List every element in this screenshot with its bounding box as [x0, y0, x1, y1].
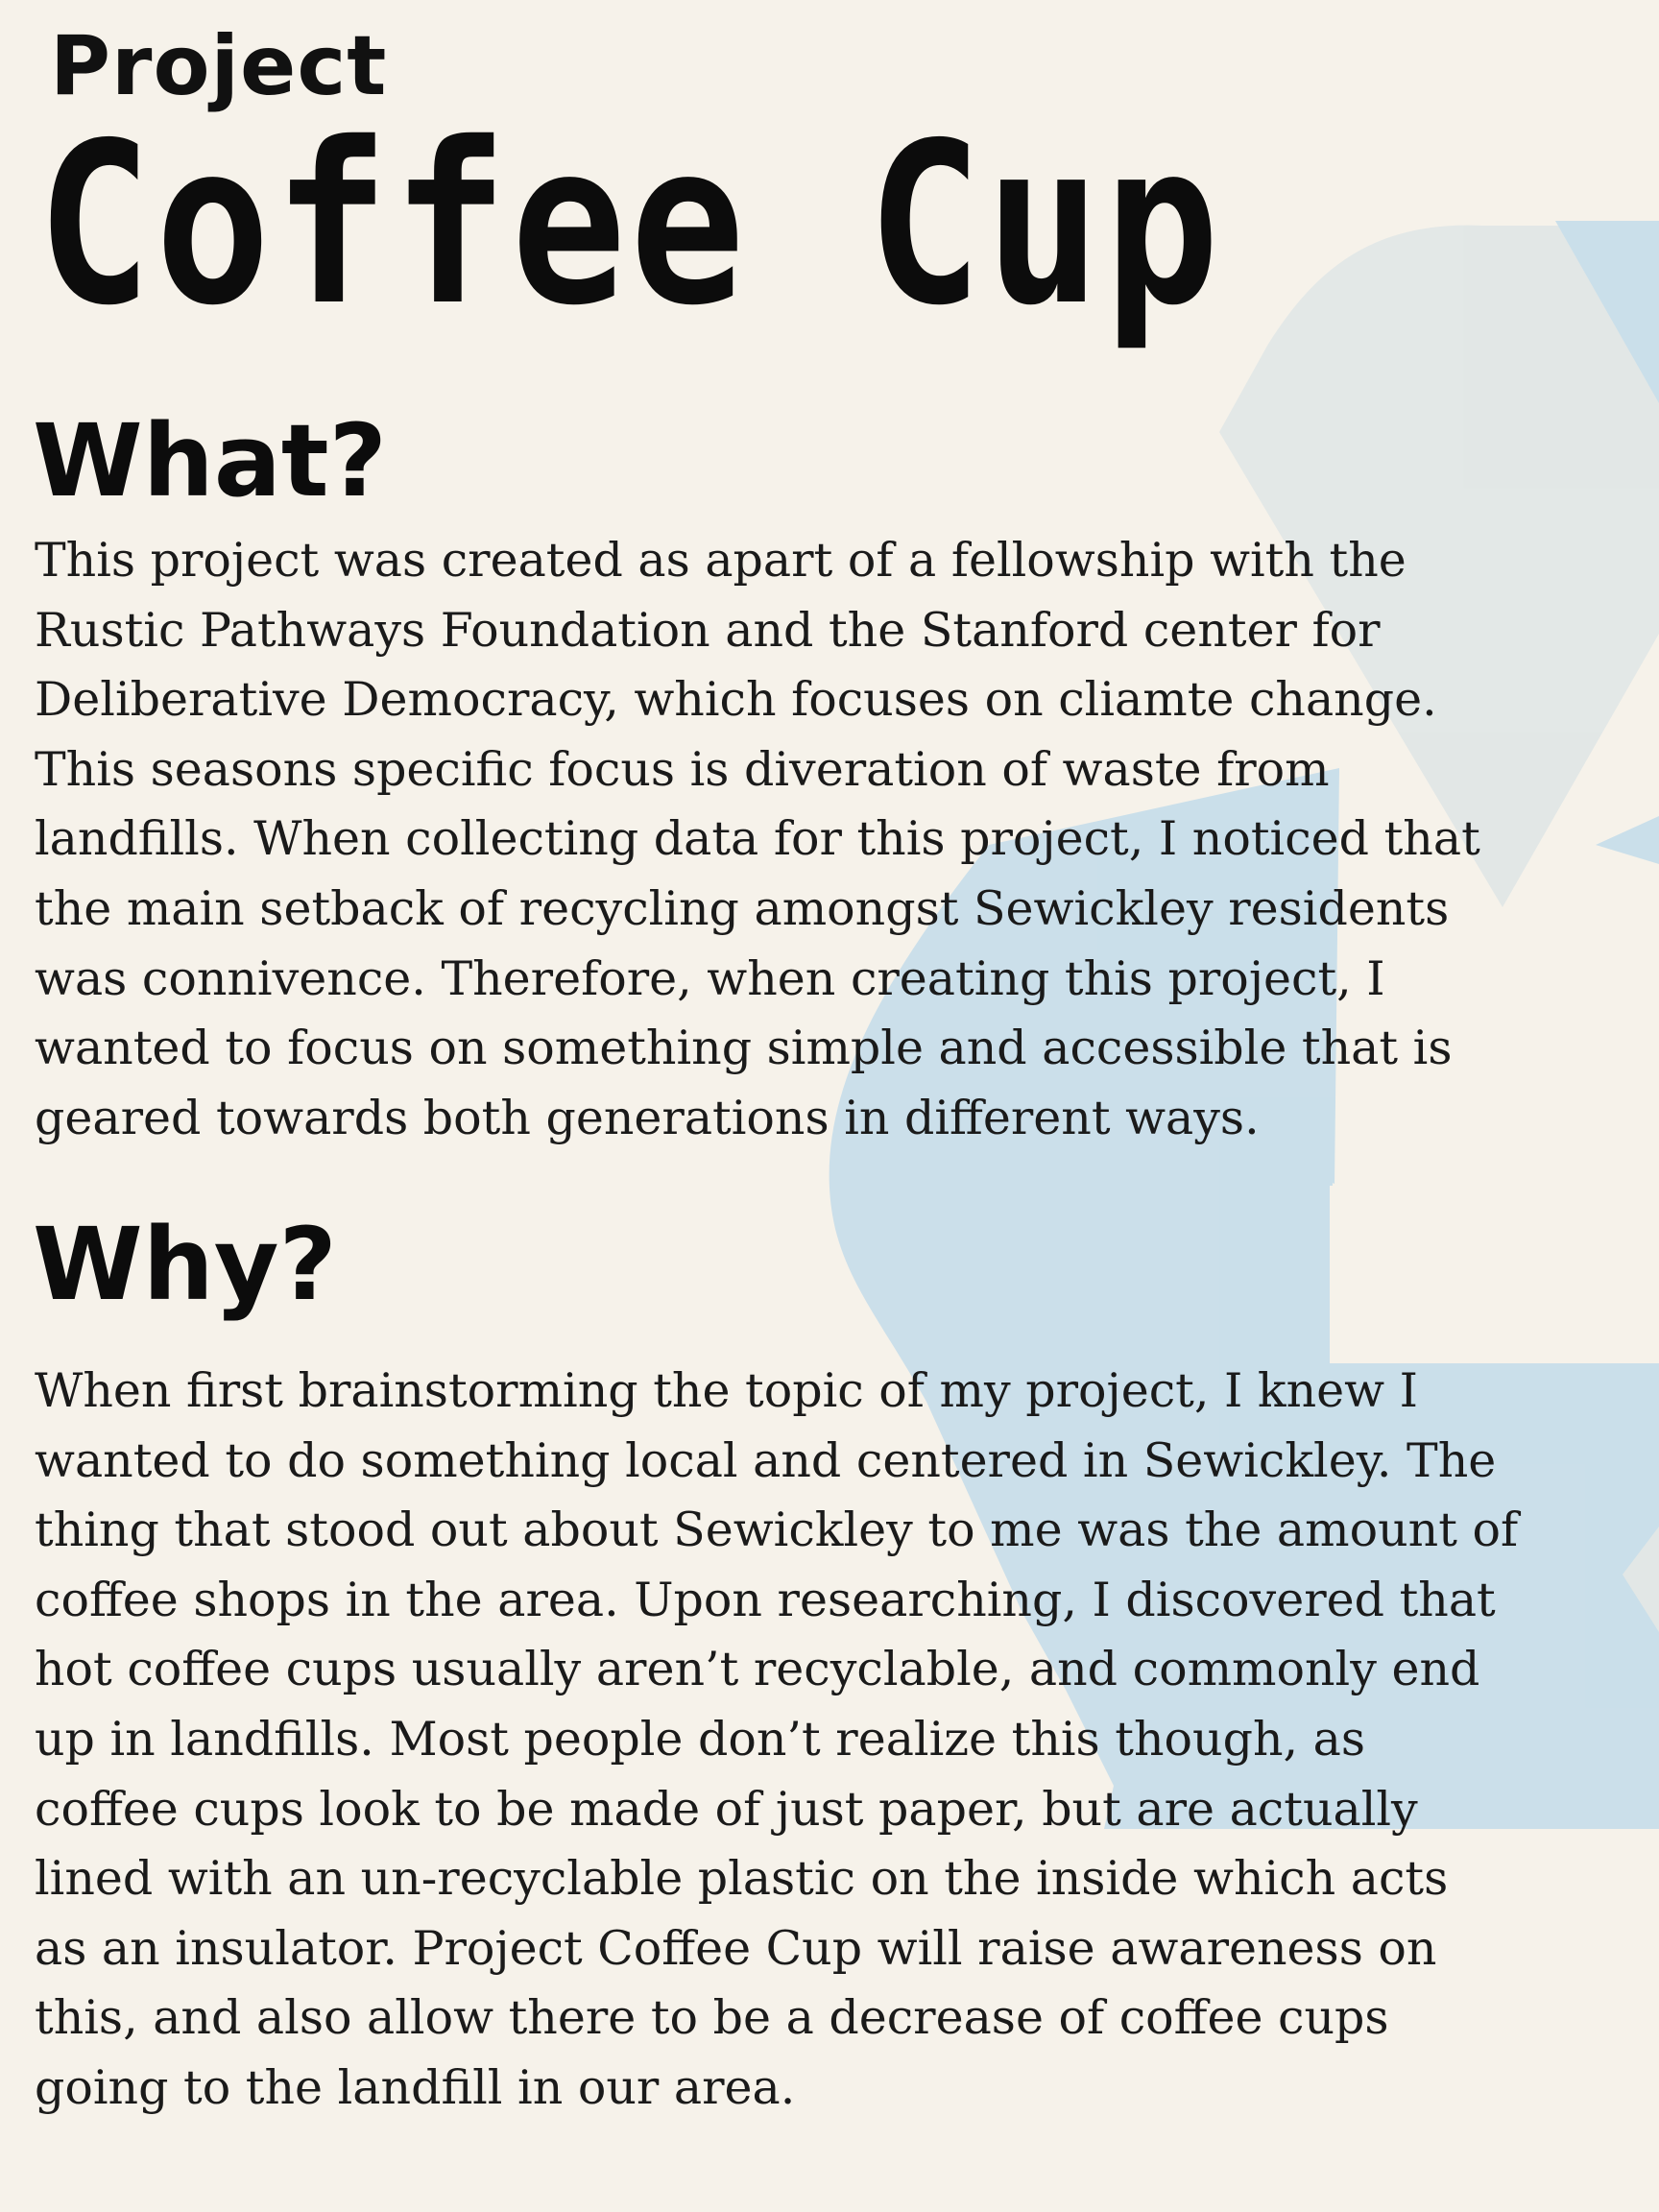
what-line: This seasons specific focus is diveration of waste from [35, 741, 1330, 797]
why-line: lined with an un-recyclable plastic on the inside which acts [35, 1851, 1449, 1907]
why-line: wanted to do something local and centered in Sewickley. The [35, 1432, 1497, 1488]
why-line: up in landfills. Most people don’t realize this though, as [35, 1711, 1366, 1767]
what-line: the main setback of recycling amongst Sewickley residents [35, 880, 1450, 936]
why-line: coffee shops in the area. Upon researching, I discovered that [35, 1572, 1496, 1627]
title-coffee-cup: Coffee Cup [36, 95, 1223, 354]
title-project: Project [50, 18, 388, 114]
why-heading: Why? [33, 1206, 337, 1323]
why-line: as an insulator. Project Coffee Cup will raise awareness on [35, 1920, 1437, 1976]
what-line: Rustic Pathways Foundation and the Stanford center for [35, 602, 1381, 658]
why-line: hot coffee cups usually aren’t recyclable, and commonly end [35, 1642, 1480, 1697]
why-line: this, and also allow there to be a decrease of coffee cups [35, 1990, 1389, 2046]
what-line: This project was created as apart of a fellowship with the [35, 533, 1407, 588]
what-line: geared towards both generations in different ways. [35, 1090, 1260, 1145]
what-line: was connivence. Therefore, when creating this project, I [35, 950, 1385, 1006]
what-paragraph [35, 526, 1480, 1153]
why-line: coffee cups look to be made of just paper, but are actually [35, 1781, 1418, 1837]
why-line: thing that stood out about Sewickley to me was the amount of [35, 1503, 1519, 1558]
what-line: Deliberative Democracy, which focuses on cliamte change. [35, 672, 1437, 728]
what-heading: What? [33, 402, 387, 519]
why-paragraph [35, 1357, 1519, 2124]
what-line: wanted to focus on something simple and accessible that is [35, 1021, 1453, 1076]
what-line: landfills. When collecting data for this project, I noticed that [35, 811, 1480, 867]
why-line: When first brainstorming the topic of my project, I knew I [35, 1363, 1419, 1418]
why-line: going to the landfill in our area. [35, 2059, 796, 2115]
